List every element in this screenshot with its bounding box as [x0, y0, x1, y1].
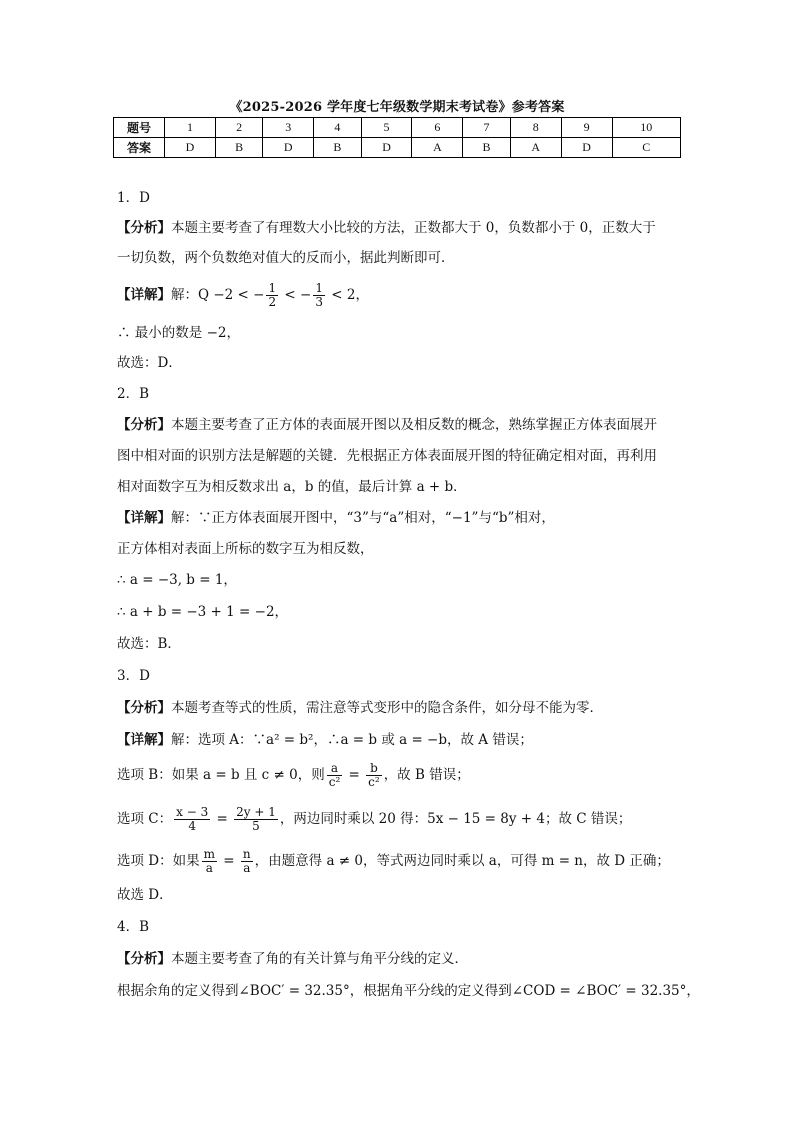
q2-detail-text-2: 正方体相对表面上所标的数字互为相反数， [117, 541, 374, 557]
fraction-numerator: x − 3 [176, 805, 209, 819]
question-number-cell: 2 [215, 118, 262, 138]
q3-option-c [117, 806, 631, 833]
q1-detail-text: 解：Q −2 < − [171, 287, 265, 303]
q2-heading: 2．B [117, 386, 150, 402]
q4-heading: 4．B [117, 919, 150, 935]
answer-cell: A [412, 138, 463, 158]
equals-sign: = [212, 811, 233, 827]
question-number-cell: 4 [314, 118, 361, 138]
q3-option-a: 解：选项 A：∵a² = b²，∴a = b 或 a = −b，故 A 错误； [171, 732, 533, 748]
fraction-numerator: b [366, 762, 382, 776]
fraction-one-half [266, 282, 278, 309]
q1-detail-lt: < − [280, 287, 312, 303]
answer-row-label: 答案 [114, 138, 165, 158]
fraction-denominator: c² [368, 775, 380, 789]
answer-cell: D [165, 138, 216, 158]
q3-conclusion: 故选 D． [117, 887, 173, 903]
fraction-a-over-c2 [327, 762, 343, 789]
equals-sign: = [344, 767, 365, 783]
fraction-m-over-a [202, 848, 217, 875]
q2-detail-text-3: ∴ a = −3, b = 1， [117, 572, 237, 588]
fraction-numerator: n [242, 847, 251, 861]
q3-option-b-suffix: ，故 B 错误； [383, 767, 470, 783]
q2-detail-text: 解：∵正方体表面展开图中，“3”与“a”相对，“−1”与“b”相对， [171, 510, 555, 526]
fraction-denominator: 5 [252, 819, 260, 833]
q3-analysis-line [117, 698, 603, 718]
q3-option-d [117, 848, 670, 875]
q1-result: ∴ 最小的数是 −2， [117, 325, 240, 341]
q2-analysis-text: 本题主要考查了正方体的表面展开图以及相反数的概念，熟练掌握正方体表面展开 [171, 417, 657, 433]
q1-heading: 1．D [117, 190, 150, 206]
fraction-denominator: c² [328, 775, 341, 789]
analysis-tag: 【分析】 [117, 951, 171, 967]
detail-tag: 【详解】 [117, 732, 171, 748]
number-row-label: 题号 [114, 118, 165, 138]
q3-option-d-prefix: 选项 D：如果 [117, 853, 200, 869]
equals-sign: = [219, 853, 239, 869]
q1-detail-suffix: < 2， [326, 287, 369, 303]
fraction-b-over-c2 [366, 762, 382, 789]
answer-cell: B [314, 138, 361, 158]
q4-analysis-text-2: 根据余角的定义得到∠BOC′ = 32.35°，根据角平分线的定义得到∠COD = ∠BOC′ = 32.35°， [117, 983, 700, 999]
q1-detail-line [117, 282, 369, 309]
detail-tag: 【详解】 [117, 510, 171, 526]
answer-table-number-row [114, 118, 681, 138]
q3-option-d-suffix: ，由题意得 a ≠ 0，等式两边同时乘以 a，可得 m = n，故 D 正确； [254, 853, 670, 869]
q1-analysis-text-2: 一切负数，两个负数绝对值大的反而小，据此判断即可． [117, 250, 455, 266]
fraction-numerator: m [203, 847, 216, 861]
fraction-numerator: 1 [315, 281, 323, 295]
q2-detail-text-4: ∴ a + b = −3 + 1 = −2， [117, 604, 289, 620]
fraction-numerator: 2y + 1 [236, 805, 276, 819]
answer-cell: B [215, 138, 262, 158]
fraction-numerator: 1 [268, 281, 277, 295]
q3-option-c-prefix: 选项 C： [117, 811, 173, 827]
q3-heading: 3．D [117, 668, 150, 684]
answer-cell: D [361, 138, 412, 158]
answer-cell: C [612, 138, 680, 158]
q2-analysis-text-3: 相对面数字互为相反数求出 a，b 的值，最后计算 a + b． [117, 479, 467, 495]
analysis-tag: 【分析】 [117, 220, 171, 236]
fraction-numerator: a [327, 762, 343, 776]
question-number-cell: 8 [510, 118, 561, 138]
question-number-cell: 1 [165, 118, 216, 138]
fraction-denominator: 4 [188, 819, 196, 833]
answer-cell: B [463, 138, 510, 158]
q3-option-b-prefix: 选项 B：如果 a = b 且 c ≠ 0，则 [117, 767, 325, 783]
answer-table-answer-row [114, 138, 681, 158]
fraction-denominator: 2 [268, 295, 277, 309]
fraction-x-minus-3-over-4 [174, 806, 210, 833]
answer-cell: A [510, 138, 561, 158]
page-title: 《2025-2026 学年度七年级数学期末考试卷》参考答案 [229, 100, 565, 115]
q3-option-b [117, 762, 470, 789]
q2-analysis-line [117, 415, 657, 435]
fraction-denominator: a [243, 861, 251, 875]
question-number-cell: 5 [361, 118, 412, 138]
answer-cell: D [561, 138, 612, 158]
fraction-denominator: a [205, 861, 213, 875]
q4-analysis-line [117, 949, 468, 969]
q2-conclusion: 故选：B． [117, 636, 181, 652]
q2-analysis-text-2: 图中相对面的识别方法是解题的关键．先根据正方体表面展开图的特征确定相对面，再利用 [117, 448, 657, 464]
fraction-n-over-a [241, 848, 253, 875]
answer-table [113, 117, 681, 158]
detail-tag: 【详解】 [117, 287, 171, 303]
question-number-cell: 9 [561, 118, 612, 138]
q2-detail-line [117, 508, 555, 528]
analysis-tag: 【分析】 [117, 700, 171, 716]
fraction-denominator: 3 [315, 295, 323, 309]
answer-cell: D [263, 138, 314, 158]
q3-detail-line [117, 730, 533, 750]
question-number-cell: 3 [263, 118, 314, 138]
q1-conclusion: 故选：D． [117, 355, 182, 371]
q3-analysis-text: 本题考查等式的性质，需注意等式变形中的隐含条件，如分母不能为零． [171, 700, 603, 716]
q1-analysis-text: 本题主要考查了有理数大小比较的方法，正数都大于 0，负数都小于 0，正数大于 [171, 220, 656, 236]
q3-option-c-suffix: ，两边同时乘以 20 得：5x − 15 = 8y + 4；故 C 错误； [279, 811, 632, 827]
analysis-tag: 【分析】 [117, 417, 171, 433]
q4-analysis-text: 本题主要考查了角的有关计算与角平分线的定义． [171, 951, 468, 967]
question-number-cell: 7 [463, 118, 510, 138]
question-number-cell: 10 [612, 118, 680, 138]
fraction-one-third [313, 282, 325, 309]
fraction-2y-plus-1-over-5 [234, 806, 278, 833]
question-number-cell: 6 [412, 118, 463, 138]
q1-analysis-line [117, 218, 656, 238]
